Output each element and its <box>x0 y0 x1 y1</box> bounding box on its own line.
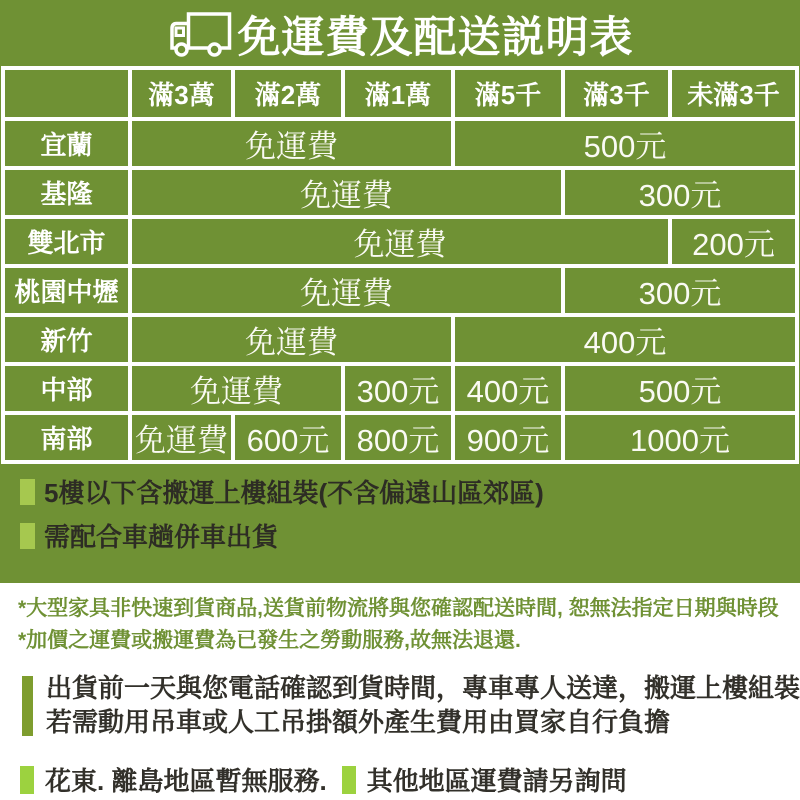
square-bullet-icon <box>20 766 34 794</box>
note-text: 需配合車趟併車出貨 <box>44 522 279 552</box>
fine-print-line: *大型家具非快速到貨商品,送貨前物流將與您確認配送時間, 恕無法指定日期與時段 <box>18 597 779 620</box>
fee-cell: 300元 <box>343 364 453 413</box>
fee-cell: 免運費 <box>130 168 563 217</box>
column-header: 滿3千 <box>563 68 670 119</box>
table-row <box>3 315 797 364</box>
column-header: 滿1萬 <box>343 68 453 119</box>
table-row <box>3 266 797 315</box>
square-bullet-icon <box>20 479 35 505</box>
green-notes <box>20 475 800 552</box>
list-item <box>20 475 800 508</box>
region-cell: 新竹 <box>3 315 130 364</box>
fee-cell: 免運費 <box>130 315 453 364</box>
accent-bar <box>22 676 33 736</box>
fee-cell: 500元 <box>563 364 797 413</box>
shipping-fee-table <box>1 66 799 464</box>
fee-cell: 800元 <box>343 413 453 462</box>
fine-print <box>0 583 800 657</box>
fee-cell: 600元 <box>233 413 343 462</box>
truck-icon <box>167 11 233 57</box>
table-row <box>3 119 797 168</box>
fee-cell: 200元 <box>670 217 797 266</box>
list-item <box>20 519 800 552</box>
region-cell: 南部 <box>3 413 130 462</box>
fee-cell: 免運費 <box>130 413 233 462</box>
square-bullet-icon <box>20 523 35 549</box>
note-text: 花東. 離島地區暫無服務. <box>45 766 327 796</box>
fee-cell: 900元 <box>453 413 563 462</box>
fee-cell: 免運費 <box>130 217 670 266</box>
delivery-note-line: 若需動用吊車或人工吊掛額外產生費用由買家自行負擔 <box>46 707 671 737</box>
delivery-note-text <box>46 671 800 739</box>
note-text: 其他地區運費請另詢問 <box>366 766 627 796</box>
fee-cell: 300元 <box>563 168 797 217</box>
fee-cell: 免運費 <box>130 364 343 413</box>
table-row <box>3 413 797 462</box>
fee-cell: 400元 <box>453 364 563 413</box>
table-row <box>3 217 797 266</box>
fee-cell: 1000元 <box>563 413 797 462</box>
region-cell: 基隆 <box>3 168 130 217</box>
region-cell: 宜蘭 <box>3 119 130 168</box>
column-header: 滿2萬 <box>233 68 343 119</box>
fee-cell: 400元 <box>453 315 797 364</box>
footnote-panel <box>0 583 800 798</box>
delivery-note-line: 出貨前一天與您電話確認到貨時間，專車專人送達，搬運上樓組裝 <box>46 673 800 703</box>
page-title-row <box>0 0 800 62</box>
region-cell: 中部 <box>3 364 130 413</box>
note-text: 5樓以下含搬運上樓組裝(不含偏遠山區郊區) <box>44 478 544 508</box>
fee-cell: 免運費 <box>130 119 453 168</box>
fee-cell: 500元 <box>453 119 797 168</box>
table-header-row <box>3 68 797 119</box>
corner-header-cell <box>3 68 130 119</box>
fee-cell: 300元 <box>563 266 797 315</box>
square-bullet-icon <box>342 766 356 794</box>
table-row <box>3 364 797 413</box>
page-title: 免運費及配送説明表 <box>237 13 634 62</box>
table-row <box>3 168 797 217</box>
column-header: 滿3萬 <box>130 68 233 119</box>
bottom-notes <box>20 761 800 798</box>
region-cell: 桃園中壢 <box>3 266 130 315</box>
fine-print-line: *加價之運費或搬運費為已發生之勞動服務,故無法退還. <box>18 629 521 652</box>
region-cell: 雙北市 <box>3 217 130 266</box>
column-header: 未滿3千 <box>670 68 797 119</box>
column-header: 滿5千 <box>453 68 563 119</box>
delivery-note <box>22 671 800 739</box>
fee-cell: 免運費 <box>130 266 563 315</box>
